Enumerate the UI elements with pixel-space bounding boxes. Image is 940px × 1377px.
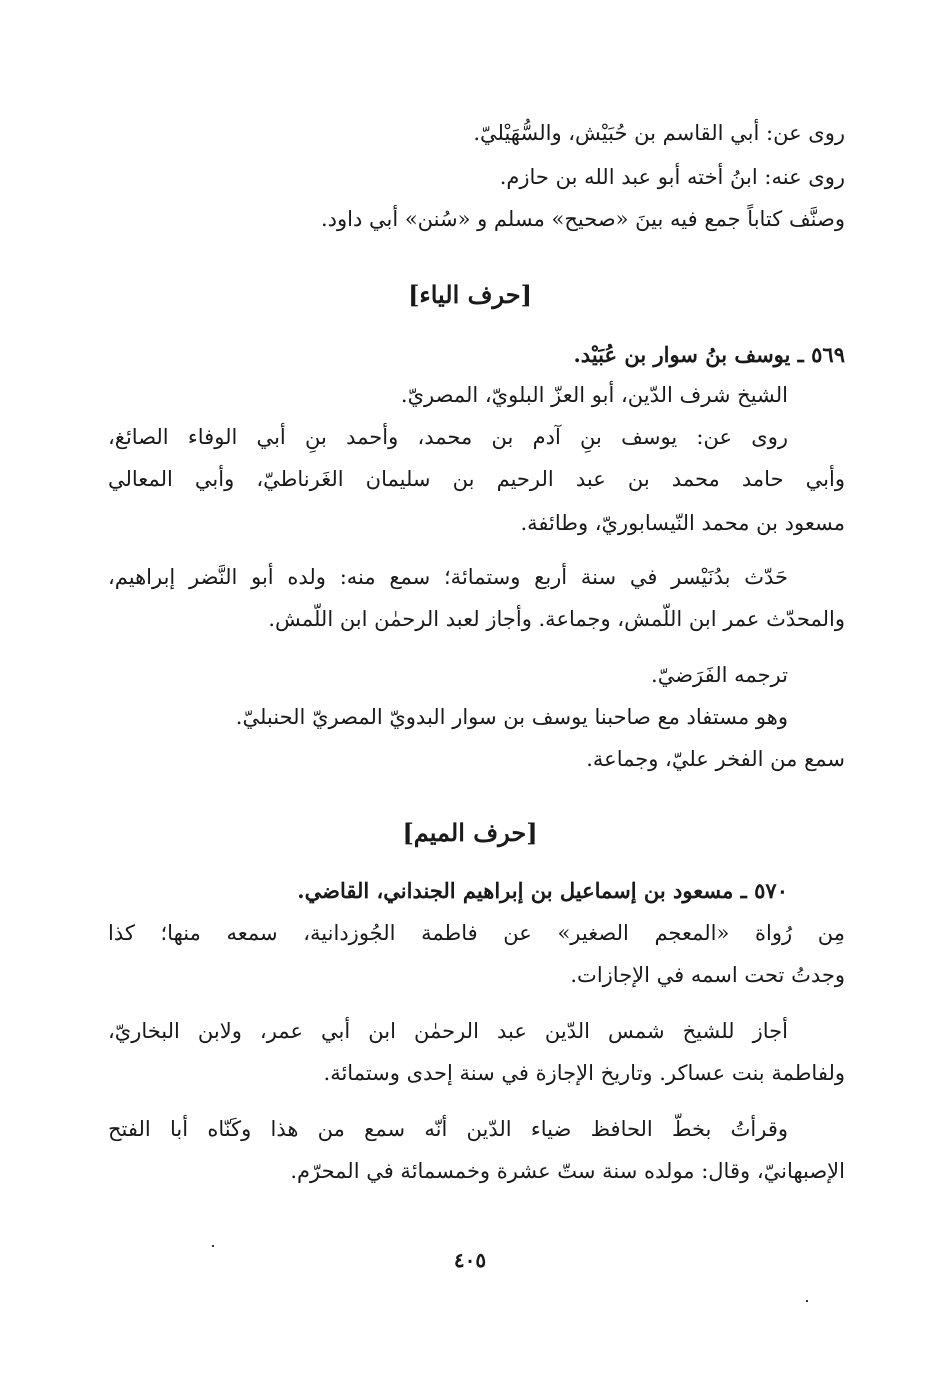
narrated-by-line: روى عنه: ابنُ أخته أبو عبد الله بن حازم. xyxy=(499,165,845,189)
scan-speck xyxy=(212,1245,214,1247)
entry-569-titles: الشيخ شرف الدّين، أبو العزّ البلويّ، المصريّ. xyxy=(400,383,788,407)
entry-title-570: ٥٧٠ ـ مسعود بن إسماعيل بن إبراهيم الجنداني، القاضي. xyxy=(297,878,788,903)
page-number: ٤٠٥ xyxy=(453,1248,487,1272)
narrated-from-line: روى عن: أبي القاسم بن حُبَيْش، والسُّهَيْليّ. xyxy=(473,121,845,145)
authored-line: وصنَّف كتاباً جمع فيه بينَ «صحيح» مسلم و «سُنن» أبي داود. xyxy=(320,207,845,231)
section-heading-mim: [حرف الميم] xyxy=(402,818,538,847)
entry-569-heard: سمع من الفخر عليّ، وجماعة. xyxy=(586,747,845,771)
entry-570-reading-line1: وقرأتُ بخطّ الحافظ ضياء الدّين أنّه سمع من هذا وكَنّاه أبا الفتح xyxy=(108,1117,788,1141)
entry-570-license-line2: ولفاطمة بنت عساكر. وتاريخ الإجازة في سنة إحدى وستمائة. xyxy=(323,1061,845,1085)
entry-569-narration-line2: والمحدّث عمر ابن اللّمش، وجماعة. وأجاز لعبد الرحمٰن ابن اللّمش. xyxy=(268,607,845,631)
entry-569-biographer: ترجمه الفَرَضيّ. xyxy=(651,663,788,687)
entry-title-569: ٥٦٩ ـ يوسف بنُ سوار بن عُبَيْد. xyxy=(573,342,845,367)
section-heading-ya: [حرف الياء] xyxy=(408,280,532,309)
entry-570-narrators-line2: وجدتُ تحت اسمه في الإجازات. xyxy=(570,963,845,987)
entry-570-license-line1: أجاز للشيخ شمس الدّين عبد الرحمٰن ابن أبي عمر، ولابن البخاريّ، xyxy=(108,1019,788,1043)
entry-570-reading-line2: الإصبهانيّ، وقال: مولده سنة ستّ عشرة وخمسمائة في المحرّم. xyxy=(290,1159,845,1183)
entry-569-note: وهو مستفاد مع صاحبنا يوسف بن سوار البدويّ المصريّ الحنبليّ. xyxy=(235,705,788,729)
entry-570-narrators-line1: مِن رُواة «المعجم الصغير» عن فاطمة الجُوزدانية، سمعه منها؛ كذا xyxy=(108,921,845,945)
entry-569-narration-line1: حَدّث بدُنَيْسر في سنة أربع وستمائة؛ سمع منه: ولده أبو النَّضر إبراهيم، xyxy=(108,565,788,589)
entry-569-teachers-line1: روى عن: يوسف بنِ آدم بن محمد، وأحمد بنِ أبي الوفاء الصائغ، xyxy=(108,425,788,449)
entry-569-teachers-line3: مسعود بن محمد النّيسابوريّ، وطائفة. xyxy=(520,511,845,535)
scan-speck xyxy=(806,1300,808,1302)
entry-569-teachers-line2: وأبي حامد محمد بن عبد الرحيم بن سليمان الغَرناطيّ، وأبي المعالي xyxy=(108,467,845,491)
